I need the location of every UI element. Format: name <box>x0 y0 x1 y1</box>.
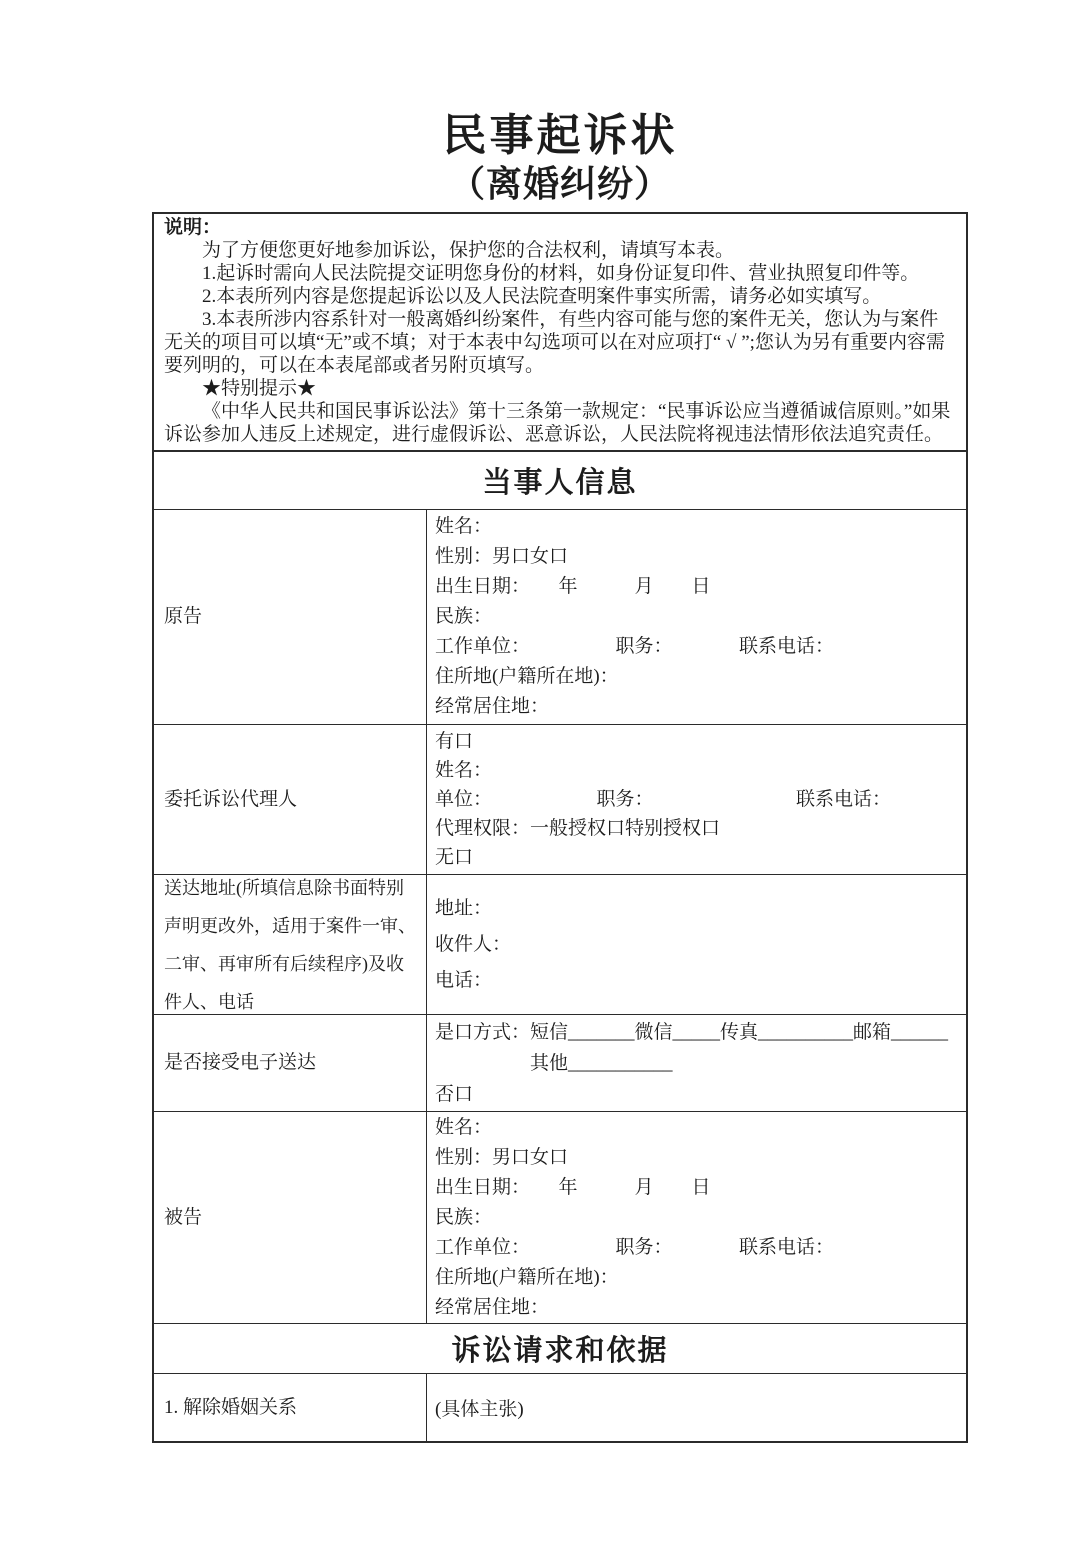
section-header-claims <box>154 1323 966 1373</box>
field-birthdate: 出生日期： 年 月 日 <box>435 576 711 597</box>
claim-fields <box>427 1374 966 1441</box>
row-electronic-service <box>154 1014 966 1111</box>
field-agent-authority: 代理权限：一般授权口特别授权口 <box>435 818 721 839</box>
field-domicile: 住所地(户籍所在地)： <box>435 1266 619 1288</box>
field-eservice-no: 否口 <box>435 1083 474 1105</box>
electronic-service-label: 是否接受电子送达 <box>154 1015 427 1111</box>
field-agent-none: 无口 <box>435 847 474 868</box>
row-plaintiff <box>154 509 966 724</box>
electronic-service-fields <box>427 1015 966 1111</box>
service-address-fields <box>427 875 966 1014</box>
instructions-paragraph: 1.起诉时需向人民法院提交证明您身份的材料，如身份证复印件、营业执照复印件等。 <box>202 263 920 284</box>
section-header-label: 当事人信息 <box>482 467 638 499</box>
field-agent-unit: 单位： 职务： 联系电话： <box>435 789 892 810</box>
field-name: 姓名： <box>435 516 493 537</box>
plaintiff-fields <box>427 510 966 724</box>
instructions-paragraph: 2.本表所列内容是您提起诉讼以及人民法院查明案件事实所需，请务必如实填写。 <box>202 286 882 307</box>
field-ethnicity: 民族： <box>435 1206 493 1228</box>
defendant-fields <box>427 1112 966 1323</box>
row-claim-dissolve-marriage <box>154 1373 966 1441</box>
row-litigation-agent <box>154 724 966 874</box>
field-eservice-other: 其他___________ <box>435 1052 673 1074</box>
field-birthdate: 出生日期： 年 月 日 <box>435 1176 711 1198</box>
instructions-label: 说明： <box>164 217 222 238</box>
service-address-label: 送达地址(所填信息除书面特别声明更改外，适用于案件一审、二审、再审所有后续程序)及收件人、电话 <box>154 875 427 1014</box>
section-header-party-info <box>154 452 966 509</box>
row-service-address <box>154 874 966 1014</box>
field-work-unit: 工作单位： 职务： 联系电话： <box>435 636 835 657</box>
plaintiff-label: 原告 <box>154 510 427 724</box>
field-name: 姓名： <box>435 1116 493 1138</box>
instructions-special-note: ★特别提示★ <box>202 378 317 399</box>
field-specific-claim: (具体主张) <box>435 1399 524 1420</box>
field-gender: 性别：男口女口 <box>435 1146 569 1168</box>
field-gender: 性别：男口女口 <box>435 546 569 567</box>
form-table <box>152 450 968 1443</box>
row-defendant <box>154 1111 966 1323</box>
document-title: 民事起诉状 <box>442 111 678 160</box>
instructions-paragraph: 《中华人民共和国民事诉讼法》第十三条第一款规定：“民事诉讼应当遵循诚信原则。”如果诉讼参加人违反上述规定，进行虚假诉讼、恶意诉讼，人民法院将视违法情形依法追究责任。 <box>164 401 951 445</box>
field-work-unit: 工作单位： 职务： 联系电话： <box>435 1236 835 1258</box>
agent-label: 委托诉讼代理人 <box>154 725 427 874</box>
field-recipient: 收件人： <box>435 933 512 955</box>
document-subtitle: （离婚纠纷） <box>448 164 671 204</box>
field-habitual-residence: 经常居住地： <box>435 696 550 717</box>
field-address: 地址： <box>435 897 493 919</box>
instructions-paragraph: 为了方便您更好地参加诉讼，保护您的合法权利，请填写本表。 <box>202 240 735 261</box>
defendant-label: 被告 <box>154 1112 427 1323</box>
instructions-paragraph: 3.本表所涉内容系针对一般离婚纠纷案件，有些内容可能与您的案件无关，您认为与案件无关的项目可以填“无”或不填；对于本表中勾选项可以在对应项打“ √ ”;您认为另有重要内容需要列明的，可以在本表尾部或者另附页填写。 <box>164 309 945 376</box>
field-habitual-residence: 经常居住地： <box>435 1296 550 1318</box>
section-header-label: 诉讼请求和依据 <box>451 1335 669 1367</box>
field-eservice-yes-methods: 是口方式：短信_______微信_____传真__________邮箱______ <box>435 1021 949 1043</box>
claim-label: 1. 解除婚姻关系 <box>154 1374 427 1441</box>
field-agent-yes: 有口 <box>435 731 474 752</box>
field-agent-name: 姓名： <box>435 760 493 781</box>
document-page <box>152 0 968 1443</box>
title-block <box>152 0 968 206</box>
field-phone: 电话： <box>435 969 493 991</box>
agent-fields <box>427 725 966 874</box>
instructions-box <box>152 212 968 452</box>
field-ethnicity: 民族： <box>435 606 493 627</box>
field-domicile: 住所地(户籍所在地)： <box>435 666 619 687</box>
